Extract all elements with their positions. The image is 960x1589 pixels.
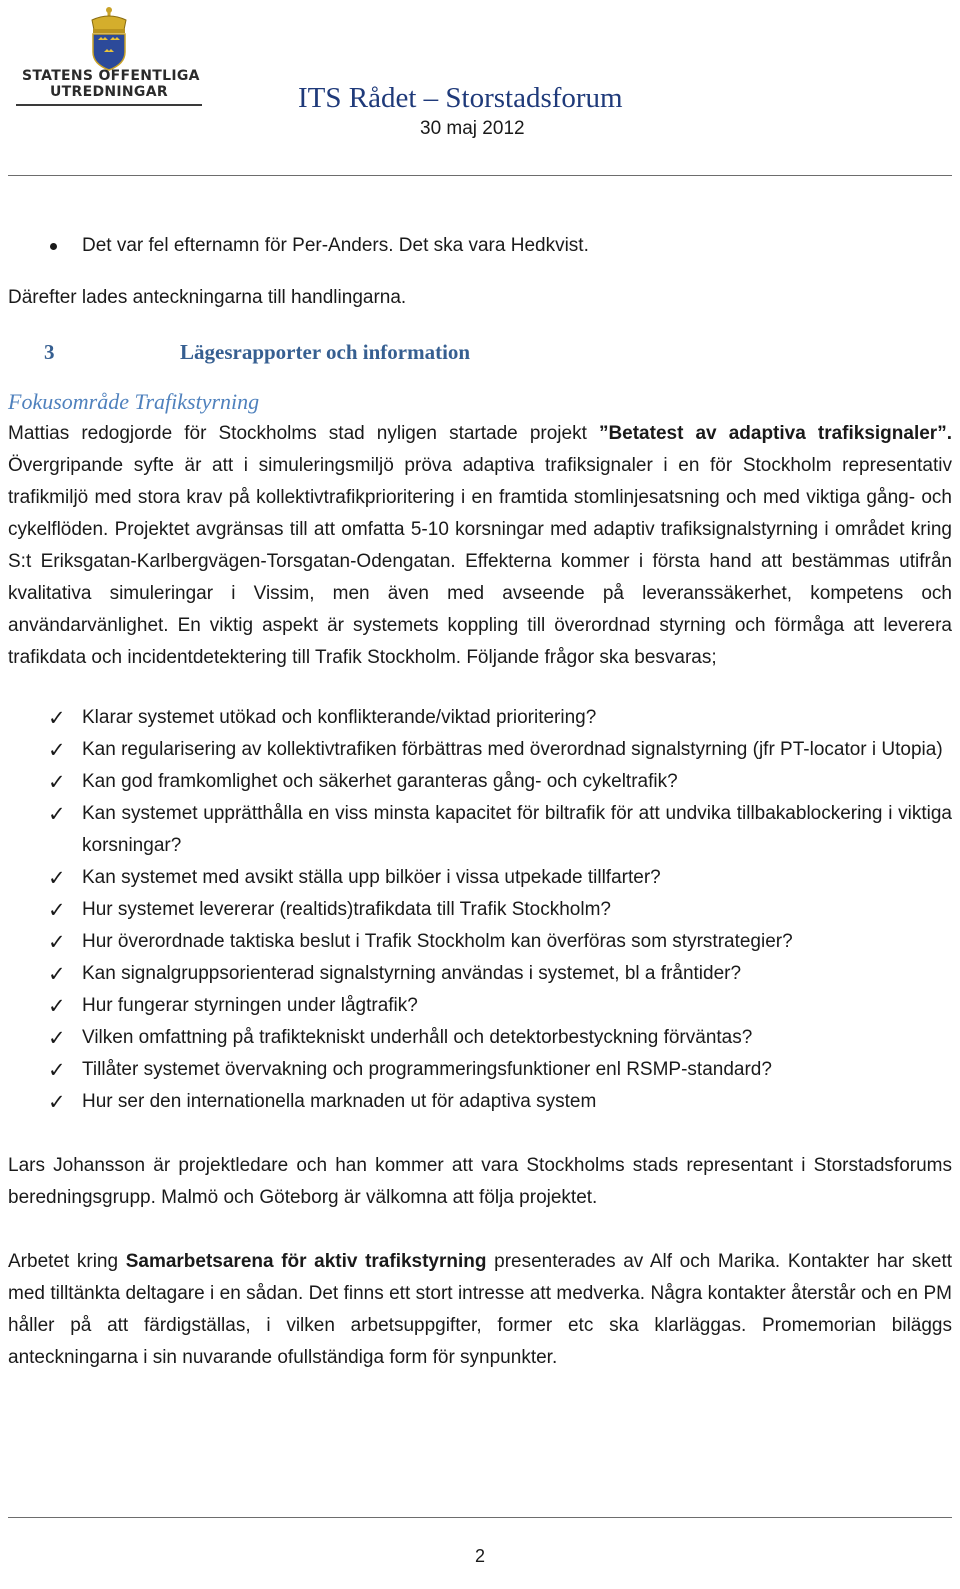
list-item [8, 894, 952, 926]
question-text: Tillåter systemet övervakning och programmeringsfunktioner enl RSMP-standard? [82, 1059, 772, 1080]
checkmark-icon: ✓ [48, 706, 66, 730]
page-number: 2 [474, 1546, 485, 1566]
list-item [8, 990, 952, 1022]
question-text: Kan regularisering av kollektivtrafiken förbättras med överordnad signalstyrning (jfr PT-locator i Utopia) [82, 739, 943, 760]
checkmark-icon: ✓ [48, 1026, 66, 1050]
checkmark-icon: ✓ [48, 962, 66, 986]
question-text: Kan systemet upprätthålla en viss minsta kapacitet för biltrafik för att undvika tillbakablockering i viktiga korsningar? [82, 803, 952, 856]
question-text: Kan signalgruppsorienterad signalstyrning användas i systemet, bl a fråntider? [82, 963, 742, 984]
footer-divider [8, 1517, 952, 1518]
project-paragraph [8, 418, 952, 674]
checkmark-icon: ✓ [48, 930, 66, 954]
project-name: ”Betatest av adaptiva trafiksignaler”. [598, 423, 952, 444]
question-text: Hur systemet levererar (realtids)trafikdata till Trafik Stockholm? [82, 899, 611, 920]
question-text: Vilken omfattning på trafiktekniskt underhåll och detektorbestyckning förväntas? [82, 1027, 753, 1048]
page-body [8, 230, 952, 1374]
checkmark-icon: ✓ [48, 898, 66, 922]
document-date: 30 maj 2012 [420, 118, 525, 139]
question-text: Hur ser den internationella marknaden ut för adaptiva system [82, 1091, 597, 1112]
section-number: 3 [44, 340, 55, 364]
list-item [8, 1086, 952, 1118]
checkmark-icon: ✓ [48, 994, 66, 1018]
question-text: Hur fungerar styrningen under lågtrafik? [82, 995, 418, 1016]
list-item [8, 734, 952, 766]
bullet-icon [50, 243, 57, 250]
collaboration-intro: Arbetet kring [8, 1251, 126, 1272]
checkmark-icon: ✓ [48, 770, 66, 794]
project-paragraph-body: Övergripande syfte är att i simuleringsmiljö pröva adaptiva trafiksignaler i en för Stockholm representativ trafikmiljö med stora krav på kollektivtrafikprioritering i en framtida stomlinjesatsning och med viktiga gång- och cykelflöden. Projektet avgränsas till att omfatta 5-10 korsningar med adaptiv trafiksignalstyrning i området kring S:t Eriksgatan-Karlbergvägen-Torsgatan-Odengatan. Effekterna kommer i första hand att bestämmas utifrån kvalitativa simuleringar i Vissim, men även med avseende på leveranssäkerhet, kompetens och användarvänlighet. En viktig aspekt är systemets koppling till överordnad styrning och förmåga att leverera trafikdata och incidentdetektering till Trafik Stockholm. Följande frågor ska besvaras; [8, 455, 952, 668]
bullet-item [8, 230, 952, 262]
question-list [8, 702, 952, 1118]
logo-line-1: STATENS OFFENTLIGA [22, 68, 200, 84]
list-item [8, 766, 952, 798]
question-text: Klarar systemet utökad och konflikterande/viktad prioritering? [82, 707, 597, 728]
list-item [8, 926, 952, 958]
list-item [8, 1022, 952, 1054]
list-item [8, 798, 952, 862]
question-text: Hur överordnade taktiska beslut i Trafik Stockholm kan överföras som styrstrategier? [82, 931, 793, 952]
subheading: Fokusområde Trafikstyrning [8, 389, 260, 414]
checkmark-icon: ✓ [48, 1058, 66, 1082]
list-item [8, 958, 952, 990]
paragraph-after-bullet: Därefter lades anteckningarna till handlingarna. [8, 287, 407, 308]
project-paragraph-intro: Mattias redogjorde för Stockholms stad nyligen startade projekt [8, 423, 599, 444]
logo-line-2: UTREDNINGAR [50, 84, 168, 100]
collaboration-paragraph [8, 1246, 952, 1374]
logo-underline [16, 104, 202, 106]
page-header [0, 0, 960, 178]
collaboration-name: Samarbetsarena för aktiv trafikstyrning [125, 1251, 487, 1272]
checkmark-icon: ✓ [48, 802, 66, 826]
list-item [8, 862, 952, 894]
checkmark-icon: ✓ [48, 866, 66, 890]
project-lead-paragraph: Lars Johansson är projektledare och han kommer att vara Stockholms stads representant i Storstadsforums beredningsgrupp. Malmö och Göteborg är välkomna att följa projektet. [8, 1155, 952, 1208]
document-title: ITS Rådet – Storstadsforum [298, 82, 623, 114]
section-title: Lägesrapporter och information [180, 340, 471, 364]
section-heading [8, 336, 952, 368]
question-text: Kan god framkomlighet och säkerhet garanteras gång- och cykeltrafik? [82, 771, 678, 792]
list-item [8, 1054, 952, 1086]
checkmark-icon: ✓ [48, 1090, 66, 1114]
header-divider [8, 175, 952, 176]
collaboration-body: presenterades av Alf och Marika. Kontakter har skett med tilltänkta deltagare i en sådan. Det finns ett stort intresse att medverka. Några kontakter återstår och en PM håller på att färdigställas, i vilken arbetsuppgifter, former etc ska klarläggas. Promemorian biläggs anteckningarna i sin nuvarande ofullständiga form för synpunkter. [8, 1251, 953, 1368]
bullet-text: Det var fel efternamn för Per-Anders. Det ska vara Hedkvist. [82, 235, 589, 256]
question-text: Kan systemet med avsikt ställa upp bilköer i vissa utpekade tillfarter? [82, 867, 661, 888]
list-item [8, 702, 952, 734]
checkmark-icon: ✓ [48, 738, 66, 762]
